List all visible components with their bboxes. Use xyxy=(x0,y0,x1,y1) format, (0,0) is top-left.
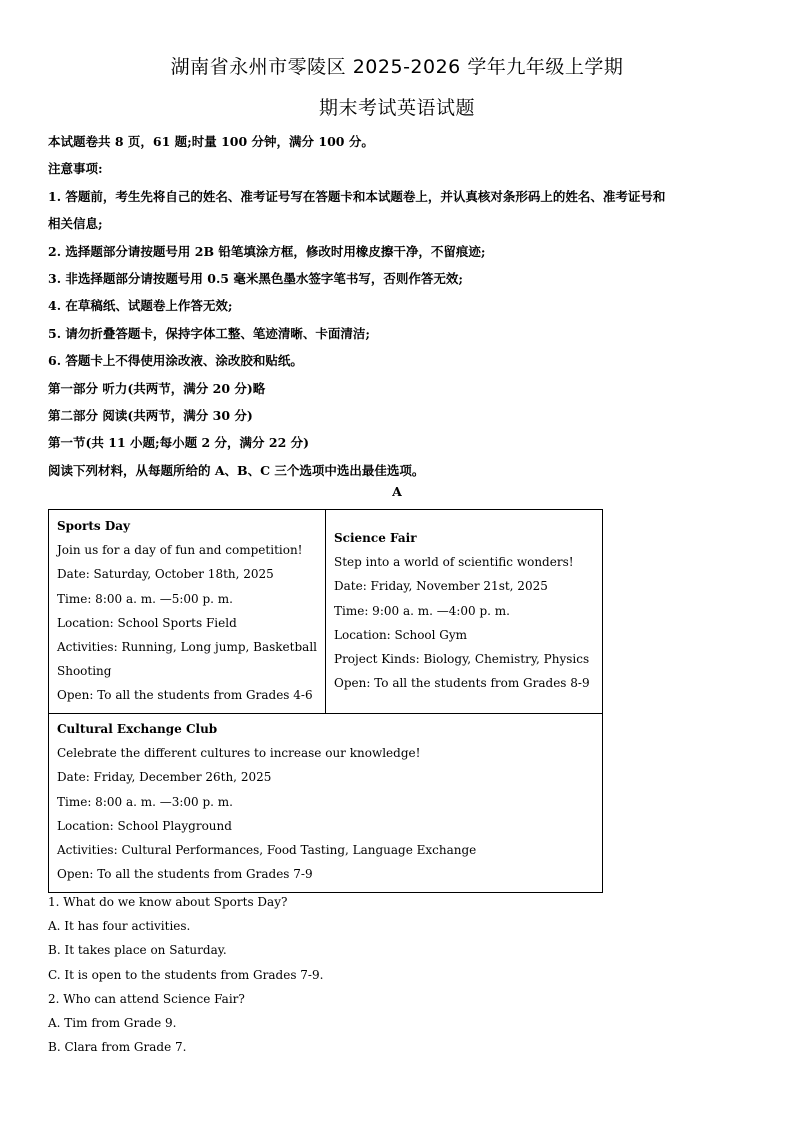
cultural-club-slogan: Celebrate the different cultures to increase our knowledge! xyxy=(57,746,421,761)
question-1-option-c: C. It is open to the students from Grades 7-9. xyxy=(48,967,324,982)
notes-item-3: 3. 非选择题部分请按题号用 0.5 毫米黑色墨水签字笔书写，否则作答无效; xyxy=(48,271,463,287)
question-2-option-b: B. Clara from Grade 7. xyxy=(48,1040,187,1055)
cultural-club-cell xyxy=(49,714,602,892)
science-fair-slogan: Step into a world of scientific wonders! xyxy=(334,555,574,570)
section-1-heading: 第一节(共 11 小题;每小题 2 分，满分 22 分) xyxy=(48,435,310,451)
sports-day-activities-line1: Activities: Running, Long jump, Basketball xyxy=(57,640,317,655)
sports-day-title: Sports Day xyxy=(57,519,131,533)
question-1: 1. What do we know about Sports Day? xyxy=(48,895,288,909)
question-2: 2. Who can attend Science Fair? xyxy=(48,991,245,1006)
science-fair-time: Time: 9:00 a. m. —4:00 p. m. xyxy=(334,603,510,618)
cultural-club-title: Cultural Exchange Club xyxy=(57,722,218,736)
cultural-club-date: Date: Friday, December 26th, 2025 xyxy=(57,770,272,785)
sports-day-slogan: Join us for a day of fun and competition! xyxy=(57,543,303,558)
sports-day-open: Open: To all the students from Grades 4-6 xyxy=(57,688,313,703)
science-fair-date: Date: Friday, November 21st, 2025 xyxy=(334,579,548,594)
question-1-option-a: A. It has four activities. xyxy=(48,919,191,934)
sports-day-cell xyxy=(49,510,326,714)
notes-item-1-line1: 1. 答题前，考生先将自己的姓名、准考证号写在答题卡和本试题卷上，并认真核对条形码上的姓名、准考证号和 xyxy=(48,188,666,204)
question-2-option-a: A. Tim from Grade 9. xyxy=(48,1016,177,1031)
events-table xyxy=(48,509,603,893)
cultural-club-open: Open: To all the students from Grades 7-9 xyxy=(57,867,313,882)
sports-day-time: Time: 8:00 a. m. —5:00 p. m. xyxy=(57,591,233,606)
science-fair-location: Location: School Gym xyxy=(334,627,468,642)
exam-title-line2: 期末考试英语试题 xyxy=(318,97,475,119)
sports-day-location: Location: School Sports Field xyxy=(57,615,237,630)
science-fair-title: Science Fair xyxy=(334,531,417,545)
reading-instruction: 阅读下列材料，从每题所给的 A、B、C 三个选项中选出最佳选项。 xyxy=(48,462,425,478)
science-fair-open: Open: To all the students from Grades 8-9 xyxy=(334,676,590,691)
questions-block xyxy=(48,890,323,1059)
notes-item-2: 2. 选择题部分请按题号用 2B 铅笔填涂方框，修改时用橡皮擦干净，不留痕迹; xyxy=(48,243,486,259)
question-1-option-b: B. It takes place on Saturday. xyxy=(48,943,227,958)
sports-day-activities-line2: Shooting xyxy=(57,664,112,679)
science-fair-kinds: Project Kinds: Biology, Chemistry, Physics xyxy=(334,652,590,667)
cultural-club-location: Location: School Playground xyxy=(57,818,232,833)
exam-title-line1: 湖南省永州市零陵区 2025-2026 学年九年级上学期 xyxy=(170,56,624,78)
passage-label: A xyxy=(392,484,402,499)
cultural-club-activities: Activities: Cultural Performances, Food Tasting, Language Exchange xyxy=(57,843,477,858)
part-1-heading: 第一部分 听力(共两节，满分 20 分)略 xyxy=(48,380,266,396)
notes-heading: 注意事项: xyxy=(48,161,103,177)
exam-intro: 本试题卷共 8 页，61 题;时量 100 分钟，满分 100 分。 xyxy=(48,134,374,149)
exam-notes xyxy=(48,128,758,484)
sports-day-date: Date: Saturday, October 18th, 2025 xyxy=(57,567,274,582)
cultural-club-time: Time: 8:00 a. m. —3:00 p. m. xyxy=(57,794,233,809)
notes-item-5: 5. 请勿折叠答题卡，保持字体工整、笔迹清晰、卡面清洁; xyxy=(48,325,371,341)
part-2-heading: 第二部分 阅读(共两节，满分 30 分) xyxy=(48,408,253,424)
science-fair-cell xyxy=(326,510,602,714)
notes-item-1-line2: 相关信息; xyxy=(48,216,103,232)
notes-item-4: 4. 在草稿纸、试题卷上作答无效; xyxy=(48,298,233,314)
notes-item-6: 6. 答题卡上不得使用涂改液、涂改胶和贴纸。 xyxy=(48,353,303,369)
